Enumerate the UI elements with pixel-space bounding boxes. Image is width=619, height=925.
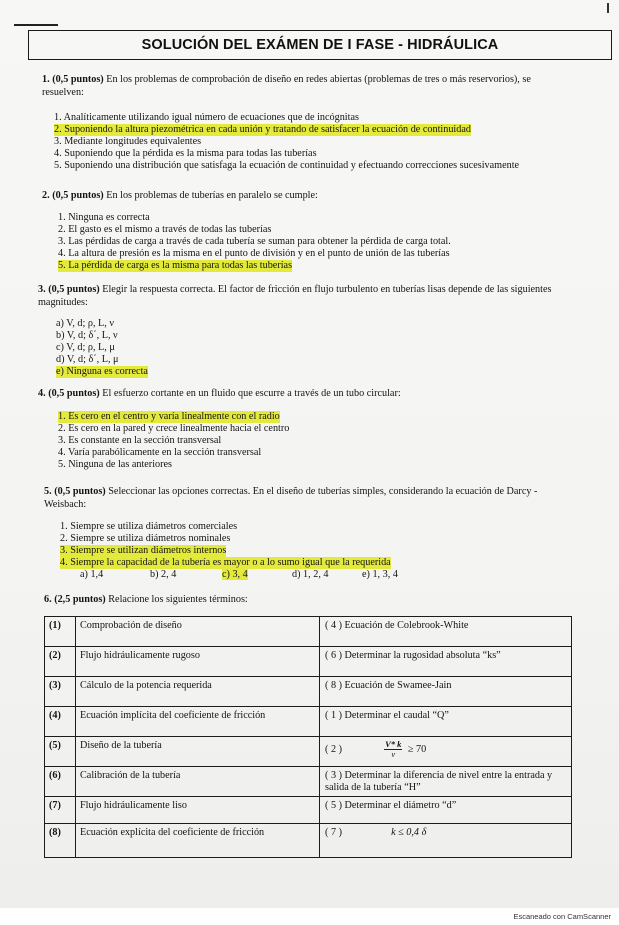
question-4-number: 4. <box>38 388 46 399</box>
table-row <box>45 767 572 797</box>
question-2-option-5: 5. La pérdida de carga es la misma para todas las tuberías <box>58 260 293 271</box>
row-number: (6) <box>45 767 76 797</box>
formula-inequality: k ≤ 0,4 δ <box>391 827 427 838</box>
table-row <box>45 824 572 858</box>
corner-line <box>14 24 58 26</box>
question-4-option-3: 3. Es constante en la sección transversal <box>58 435 222 446</box>
question-4-option-1: 1. Es cero en el centro y varía linealmente con el radio <box>58 411 280 422</box>
choice-c: c) 3, 4 <box>222 569 248 580</box>
question-6-points: (2,5 puntos) <box>54 594 106 605</box>
choice-e: e) 1, 3, 4 <box>362 569 398 580</box>
question-6-stem <box>44 594 570 607</box>
question-5-option-4: 4. Siempre la capacidad de la tubería es mayor o a lo sumo igual que la requerida <box>60 557 391 568</box>
question-1-option-5: 5. Suponiendo una distribución que satisfaga la ecuación de continuidad y efectuando correcciones sucesivamente <box>54 160 520 171</box>
question-3-stem <box>38 284 568 309</box>
reynolds-fraction <box>384 740 402 759</box>
question-4 <box>38 388 568 401</box>
row-term: Flujo hidráulicamente rugoso <box>76 647 320 677</box>
choice-b: b) 2, 4 <box>150 569 177 580</box>
row-number: (5) <box>45 737 76 767</box>
row-term: Diseño de la tubería <box>76 737 320 767</box>
question-6-number: 6. <box>44 594 52 605</box>
row-match: ( 5 ) Determinar el diámetro “d” <box>320 797 572 824</box>
question-5-number: 5. <box>44 486 52 497</box>
row-number: (2) <box>45 647 76 677</box>
question-3-option-e: e) Ninguna es correcta <box>56 366 148 377</box>
corner-mark <box>607 3 609 13</box>
title-box <box>28 30 612 60</box>
row-term: Ecuación explícita del coeficiente de fricción <box>76 824 320 858</box>
question-1-number: 1. <box>42 74 50 85</box>
fraction-denominator: ν <box>391 749 396 759</box>
table-row <box>45 707 572 737</box>
question-2-option-3: 3. Las pérdidas de carga a través de cada tubería se suman para obtener la pérdida de carga total. <box>58 236 451 247</box>
question-1-option-3: 3. Mediante longitudes equivalentes <box>54 136 202 147</box>
row-match-label: ( 2 ) <box>325 743 342 755</box>
question-1-text: En los problemas de comprobación de diseño en redes abiertas (problemas de tres o más reservorios), se resuelven: <box>42 74 531 98</box>
row-number: (1) <box>45 617 76 647</box>
question-5 <box>44 486 570 511</box>
row-match: ( 4 ) Ecuación de Colebrook-White <box>320 617 572 647</box>
question-5-stem <box>44 486 570 511</box>
question-4-option-5: 5. Ninguna de las anteriores <box>58 459 173 470</box>
question-3-option-d: d) V, d; δ´, L, μ <box>56 354 119 365</box>
row-match: ( 8 ) Ecuación de Swamee-Jain <box>320 677 572 707</box>
row-match: ( 3 ) Determinar la diferencia de nivel entre la entrada y salida de la tubería “H” <box>320 767 572 797</box>
row-term: Flujo hidráulicamente liso <box>76 797 320 824</box>
question-1-option-1: 1. Analíticamente utilizando igual número de ecuaciones que de incógnitas <box>54 112 359 123</box>
page-title: SOLUCIÓN DEL EXÁMEN DE I FASE - HIDRÁULICA <box>141 37 499 53</box>
question-2-option-2: 2. El gasto es el mismo a través de todas las tuberías <box>58 224 272 235</box>
row-match: ( 6 ) Determinar la rugosidad absoluta “ks” <box>320 647 572 677</box>
question-3 <box>38 284 568 309</box>
row-number: (8) <box>45 824 76 858</box>
question-4-stem <box>38 388 568 401</box>
table-row <box>45 737 572 767</box>
question-3-option-c: c) V, d; ρ, L, μ <box>56 342 115 353</box>
question-1 <box>42 74 562 99</box>
question-6-text: Relacione los siguientes términos: <box>108 594 248 605</box>
question-4-option-4: 4. Varía parabólicamente en la sección transversal <box>58 447 262 458</box>
question-3-text: Elegir la respuesta correcta. El factor de fricción en flujo turbulento en tuberías lisas depende de las siguientes magnitudes: <box>38 284 552 308</box>
question-5-choices <box>80 569 500 581</box>
question-2-stem <box>42 190 562 203</box>
question-5-option-2: 2. Siempre se utiliza diámetros nominales <box>60 533 231 544</box>
question-3-option-a: a) V, d; ρ, L, ν <box>56 318 114 329</box>
question-1-option-4: 4. Suponiendo que la pérdida es la misma para todas las tuberías <box>54 148 317 159</box>
row-term: Cálculo de la potencia requerida <box>76 677 320 707</box>
row-term: Ecuación implícita del coeficiente de fricción <box>76 707 320 737</box>
question-4-text: El esfuerzo cortante en un fluido que escurre a través de un tubo circular: <box>102 388 401 399</box>
row-number: (4) <box>45 707 76 737</box>
fraction-numerator: V* k <box>385 739 402 749</box>
question-2-number: 2. <box>42 190 50 201</box>
choice-a: a) 1,4 <box>80 569 104 580</box>
scanner-footer: Escaneado con CamScanner <box>513 912 611 921</box>
row-number: (3) <box>45 677 76 707</box>
question-2-option-4: 4. La altura de presión es la misma en el punto de división y en el punto de unión de las tuberías <box>58 248 450 259</box>
question-4-points: (0,5 puntos) <box>48 388 100 399</box>
table-row <box>45 797 572 824</box>
row-number: (7) <box>45 797 76 824</box>
question-2-text: En los problemas de tuberías en paralelo se cumple: <box>106 190 318 201</box>
row-term: Calibración de la tubería <box>76 767 320 797</box>
row-term: Comprobación de diseño <box>76 617 320 647</box>
question-2-points: (0,5 puntos) <box>52 190 104 201</box>
question-1-stem <box>42 74 562 99</box>
question-6 <box>44 594 570 607</box>
question-5-points: (0,5 puntos) <box>54 486 106 497</box>
formula-inequality: ≥ 70 <box>407 743 427 755</box>
question-1-option-2: 2. Suponiendo la altura piezométrica en cada unión y tratando de satisfacer la ecuación de continuidad <box>54 124 471 135</box>
question-4-option-2: 2. Es cero en la pared y crece linealmente hacia el centro <box>58 423 290 434</box>
row-match-formula <box>320 824 572 858</box>
table-row <box>45 617 572 647</box>
question-5-option-1: 1. Siempre se utiliza diámetros comerciales <box>60 521 238 532</box>
question-5-option-3: 3. Siempre se utilizan diámetros internos <box>60 545 227 556</box>
question-1-points: (0,5 puntos) <box>52 74 104 85</box>
row-match-label: ( 7 ) <box>325 827 342 838</box>
question-3-option-b: b) V, d; δ´, L, ν <box>56 330 118 341</box>
choice-d: d) 1, 2, 4 <box>292 569 329 580</box>
row-match: ( 1 ) Determinar el caudal “Q” <box>320 707 572 737</box>
matching-table <box>44 616 572 858</box>
table-row <box>45 647 572 677</box>
row-match-formula <box>320 737 572 767</box>
table-row <box>45 677 572 707</box>
question-3-points: (0,5 puntos) <box>48 284 100 295</box>
question-5-text: Seleccionar las opciones correctas. En el diseño de tuberías simples, considerando la ecuación de Darcy - Weisbach: <box>44 486 538 510</box>
question-3-number: 3. <box>38 284 46 295</box>
question-2-option-1: 1. Ninguna es correcta <box>58 212 150 223</box>
question-2 <box>42 190 562 203</box>
